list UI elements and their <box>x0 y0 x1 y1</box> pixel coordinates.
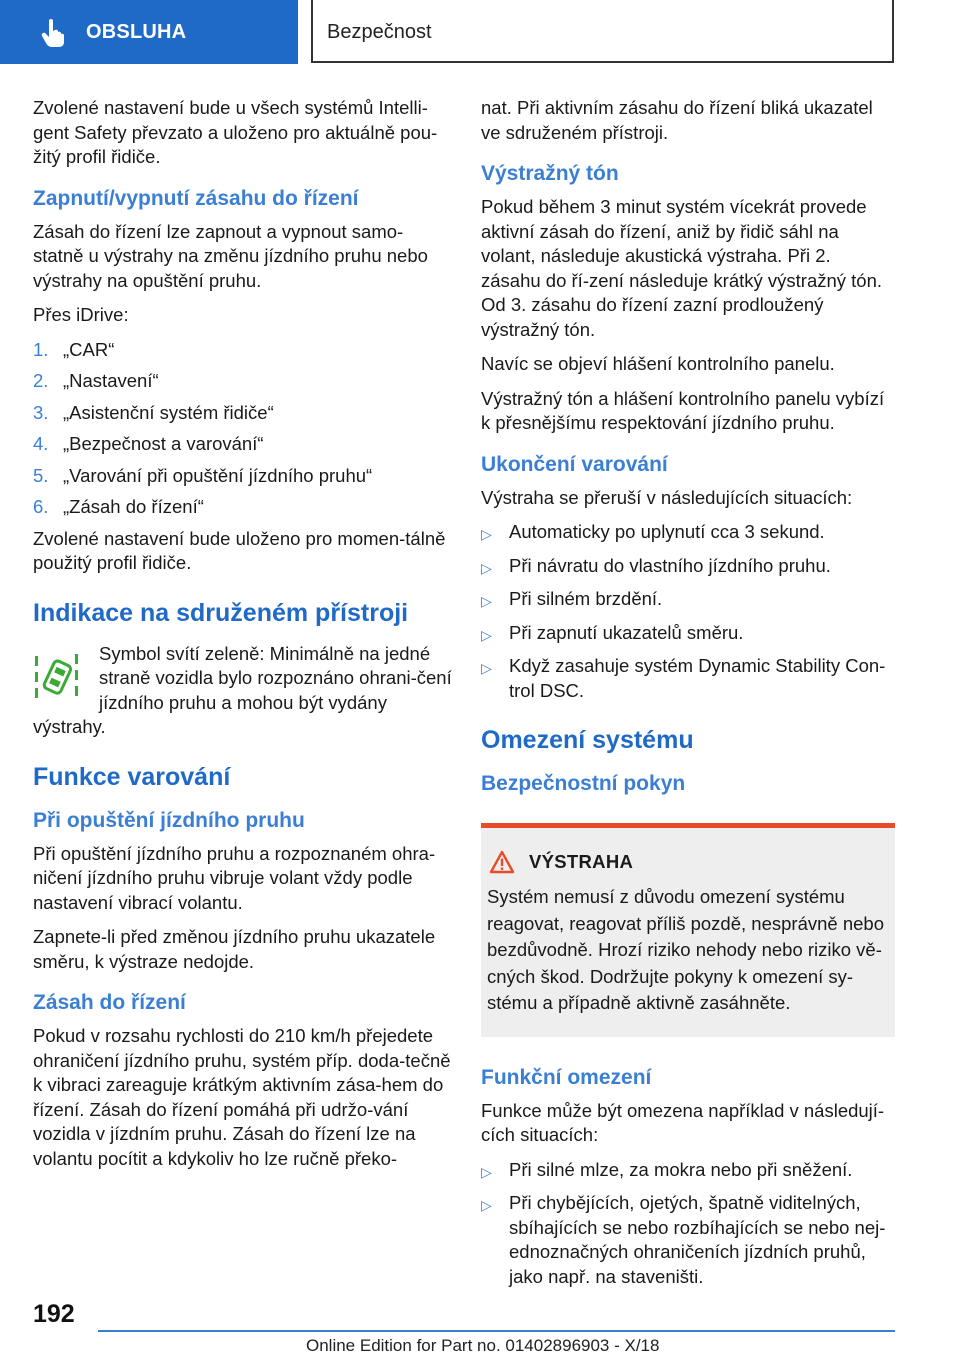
warning-text: Systém nemusí z důvodu omezení systému reagovat, reagovat příliš pozdě, nesprávně nebo bezdůvodně. Hrozí riziko nehody nebo riziko vě-cných škod. Dodržujte pokyny k omezení sy-stému a případně aktivně zasáhněte. <box>487 886 884 1013</box>
list-item-text: Při zapnutí ukazatelů směru. <box>509 621 744 643</box>
steps-list <box>33 338 453 520</box>
list-item <box>33 338 453 363</box>
warning-title: VÝSTRAHA <box>529 851 634 872</box>
triangle-bullet-icon: ▷ <box>481 1163 492 1180</box>
step-number: 4. <box>33 433 49 454</box>
right-column <box>481 96 895 1296</box>
step-text: „Bezpečnost a varování“ <box>63 433 264 454</box>
heading-funkcni: Funkční omezení <box>481 1065 652 1089</box>
list-item-text: Při návratu do vlastního jízdního pruhu. <box>509 554 831 576</box>
warning-title-row <box>487 850 887 874</box>
heading-omezeni: Omezení systému <box>481 726 694 754</box>
list-item <box>33 464 453 489</box>
list-item <box>33 495 453 520</box>
list-item <box>481 621 895 648</box>
heading-ukonceni: Ukončení varování <box>481 452 668 476</box>
section-tab <box>0 0 298 64</box>
triangle-bullet-icon: ▷ <box>481 593 492 609</box>
vybizi-paragraph: Výstražný tón a hlášení kontrolního panelu vybízí k přesnějšímu respektování jízdního pruhu. <box>481 387 885 433</box>
list-item <box>481 1191 895 1289</box>
triangle-bullet-icon: ▷ <box>481 526 492 542</box>
step-number: 6. <box>33 496 49 517</box>
zasah-paragraph: Pokud v rozsahu rychlosti do 210 km/h přejedete ohraničení jízdního pruhu, systém příp. doda-tečně k vibraci zareaguje krátkým aktivním zása-hem do řízení. Zásah do řízení pomáhá při udržo-vání vozidla v jízdním pruhu. Zásah do řízení lze na volantu pocítit a kdykoliv ho lze ručně překo- <box>33 1025 451 1169</box>
indicator-paragraph: Zapnete-li před změnou jízdního pruhu ukazatele směru, k výstraze nedojde. <box>33 926 436 972</box>
continuation-paragraph: nat. Při aktivním zásahu do řízení bliká ukazatel ve sdruženém přístroji. <box>481 97 873 143</box>
step-number: 5. <box>33 464 49 486</box>
heading-pokyn: Bezpečnostní pokyn <box>481 772 686 795</box>
intro-paragraph: Zvolené nastavení bude u všech systémů Intelli-gent Safety převzato a uloženo pro aktuálně pou-žitý profil řidiče. <box>33 97 438 167</box>
symbol-paragraph-tail: výstrahy. <box>33 716 106 737</box>
symbol-row <box>33 642 453 716</box>
edition-text: Online Edition for Part no. 01402896903 - X/18 <box>306 1336 660 1355</box>
vibration-paragraph: Při opuštění jízdního pruhu a rozpoznaném ohra-ničení jízdního pruhu vibruje volant vždy podle nastavení vibrací volantu. <box>33 842 436 913</box>
step-text: „Varování při opuštění jízdního pruhu“ <box>63 464 373 486</box>
heading-opusteni: Při opuštění jízdního pruhu <box>33 808 305 832</box>
situations-list <box>481 520 895 703</box>
idrive-paragraph: Přes iDrive: <box>33 304 129 325</box>
section-label: OBSLUHA <box>86 21 187 43</box>
step-number: 3. <box>33 401 49 423</box>
topic-label: Bezpečnost <box>327 21 432 43</box>
list-item-text: Při chybějících, ojetých, špatně viditelných, sbíhajících se nebo rozbíhajících se nebo nej-ednoznačných ohraničeních jízdních pruhů, jako např. na staveništi. <box>509 1192 886 1287</box>
list-item-text: Když zasahuje systém Dynamic Stability Con-trol DSC. <box>509 655 886 701</box>
list-item <box>481 587 895 614</box>
heading-indikace: Indikace na sdruženém přístroji <box>33 598 409 627</box>
toggle-paragraph: Zásah do řízení lze zapnout a vypnout samo-statně u výstrahy na změnu jízdního pruhu nebo výstrahy na opuštění pruhu. <box>33 220 428 291</box>
step-number: 1. <box>33 338 49 360</box>
footer-divider <box>98 1330 895 1332</box>
list-item <box>481 654 895 703</box>
list-item-text: Automaticky po uplynutí cca 3 sekund. <box>509 521 825 542</box>
hand-pointer-icon <box>40 18 68 48</box>
symbol-paragraph: Symbol svítí zeleně: Minimálně na jedné straně vozidla bylo rozpoznáno ohrani-čení jízdního pruhu a mohou být vydány <box>99 642 452 713</box>
list-item-text: Při silném brzdění. <box>509 588 663 609</box>
step-text: „Zásah do řízení“ <box>63 496 204 517</box>
warning-box <box>481 823 895 1037</box>
limits-list <box>481 1158 895 1290</box>
warning-triangle-icon <box>489 850 515 874</box>
triangle-bullet-icon: ▷ <box>481 660 492 676</box>
topic-header <box>311 0 894 63</box>
step-text: „Nastavení“ <box>63 370 159 391</box>
step-number: 2. <box>33 370 49 391</box>
page-number: 192 <box>33 1300 75 1328</box>
step-text: „CAR“ <box>63 338 115 360</box>
ton-paragraph: Pokud během 3 minut systém vícekrát provede aktivní zásah do řízení, aniž by řidič sáhl na volant, následuje akustická výstraha. Při 2. zásahu do ří-zení následuje krátký výstražný tón. Od 3. zásahu do řízení zazní prodloužený výstražný tón. <box>481 196 883 340</box>
heading-toggle: Zapnutí/vypnutí zásahu do řízení <box>33 186 359 210</box>
list-item-text: Při silné mlze, za mokra nebo při sněžení. <box>509 1158 853 1180</box>
list-item <box>481 520 895 547</box>
prerusi-paragraph: Výstraha se přeruší v následujících situacích: <box>481 486 853 508</box>
left-column <box>33 96 453 1181</box>
saved-paragraph: Zvolené nastavení bude uloženo pro momen-tálně použitý profil řidiče. <box>33 527 446 573</box>
funkcni-paragraph: Funkce může být omezena například v následují-cích situacích: <box>481 1099 885 1145</box>
list-item <box>481 554 895 581</box>
hlaseni-paragraph: Navíc se objeví hlášení kontrolního panelu. <box>481 353 835 374</box>
heading-ton: Výstražný tón <box>481 162 619 185</box>
step-text: „Asistenční systém řidiče“ <box>63 401 274 423</box>
heading-zasah: Zásah do řízení <box>33 991 186 1014</box>
triangle-bullet-icon: ▷ <box>481 1197 492 1213</box>
triangle-bullet-icon: ▷ <box>481 559 492 576</box>
heading-funkce: Funkce varování <box>33 762 231 791</box>
list-item <box>33 401 453 426</box>
list-item <box>33 369 453 394</box>
list-item <box>33 432 453 457</box>
lane-departure-icon <box>33 648 81 704</box>
list-item <box>481 1158 895 1185</box>
triangle-bullet-icon: ▷ <box>481 626 492 643</box>
